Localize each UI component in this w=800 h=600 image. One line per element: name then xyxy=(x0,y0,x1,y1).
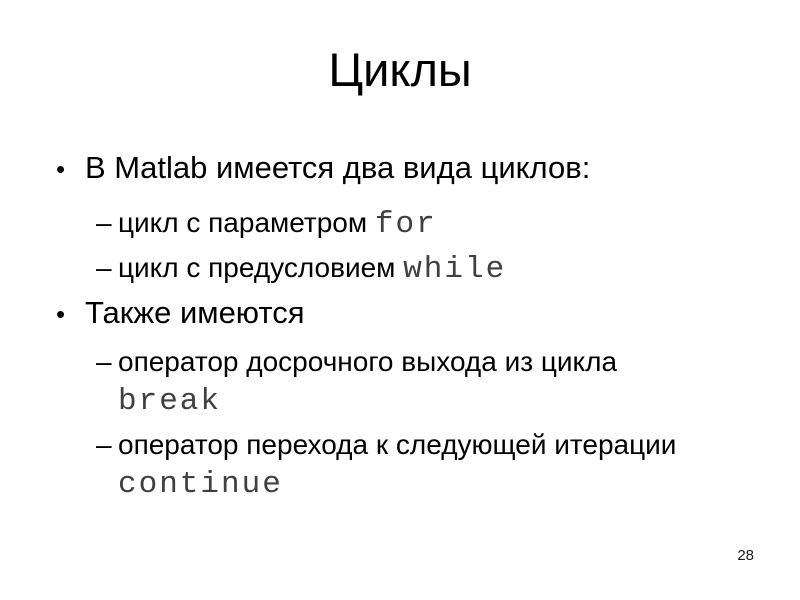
page-number: 28 xyxy=(737,547,754,564)
code-keyword: break xyxy=(118,384,222,419)
bullet-marker: • xyxy=(56,299,66,329)
bullet-list xyxy=(56,148,780,505)
bullet-text: В Matlab имеется два вида циклов: xyxy=(85,150,591,185)
bullet-item xyxy=(56,203,780,245)
bullet-body xyxy=(118,248,780,290)
bullet-body xyxy=(118,425,780,505)
bullet-item xyxy=(56,425,780,505)
code-keyword: for xyxy=(374,207,437,242)
code-keyword: continue xyxy=(118,467,283,502)
dash-marker: – xyxy=(96,252,112,283)
bullet-item xyxy=(56,148,780,189)
bullet-body xyxy=(118,203,780,245)
dash-marker: – xyxy=(96,346,112,377)
bullet-text: цикл с параметром xyxy=(118,207,368,238)
dash-marker: – xyxy=(96,429,112,460)
bullet-text: оператор перехода к следующей итерации xyxy=(118,429,677,460)
bullet-item xyxy=(56,248,780,290)
bullet-text: цикл с предусловием xyxy=(118,252,396,283)
slide-title: Циклы xyxy=(328,43,472,96)
dash-marker: – xyxy=(96,207,112,238)
code-keyword: while xyxy=(403,252,507,287)
bullet-item xyxy=(56,342,780,422)
bullet-text: Также имеются xyxy=(85,295,305,330)
bullet-item xyxy=(56,293,780,334)
bullet-marker: • xyxy=(56,154,66,184)
bullet-text: оператор досрочного выхода из цикла xyxy=(118,346,618,377)
bullet-body xyxy=(118,342,780,422)
